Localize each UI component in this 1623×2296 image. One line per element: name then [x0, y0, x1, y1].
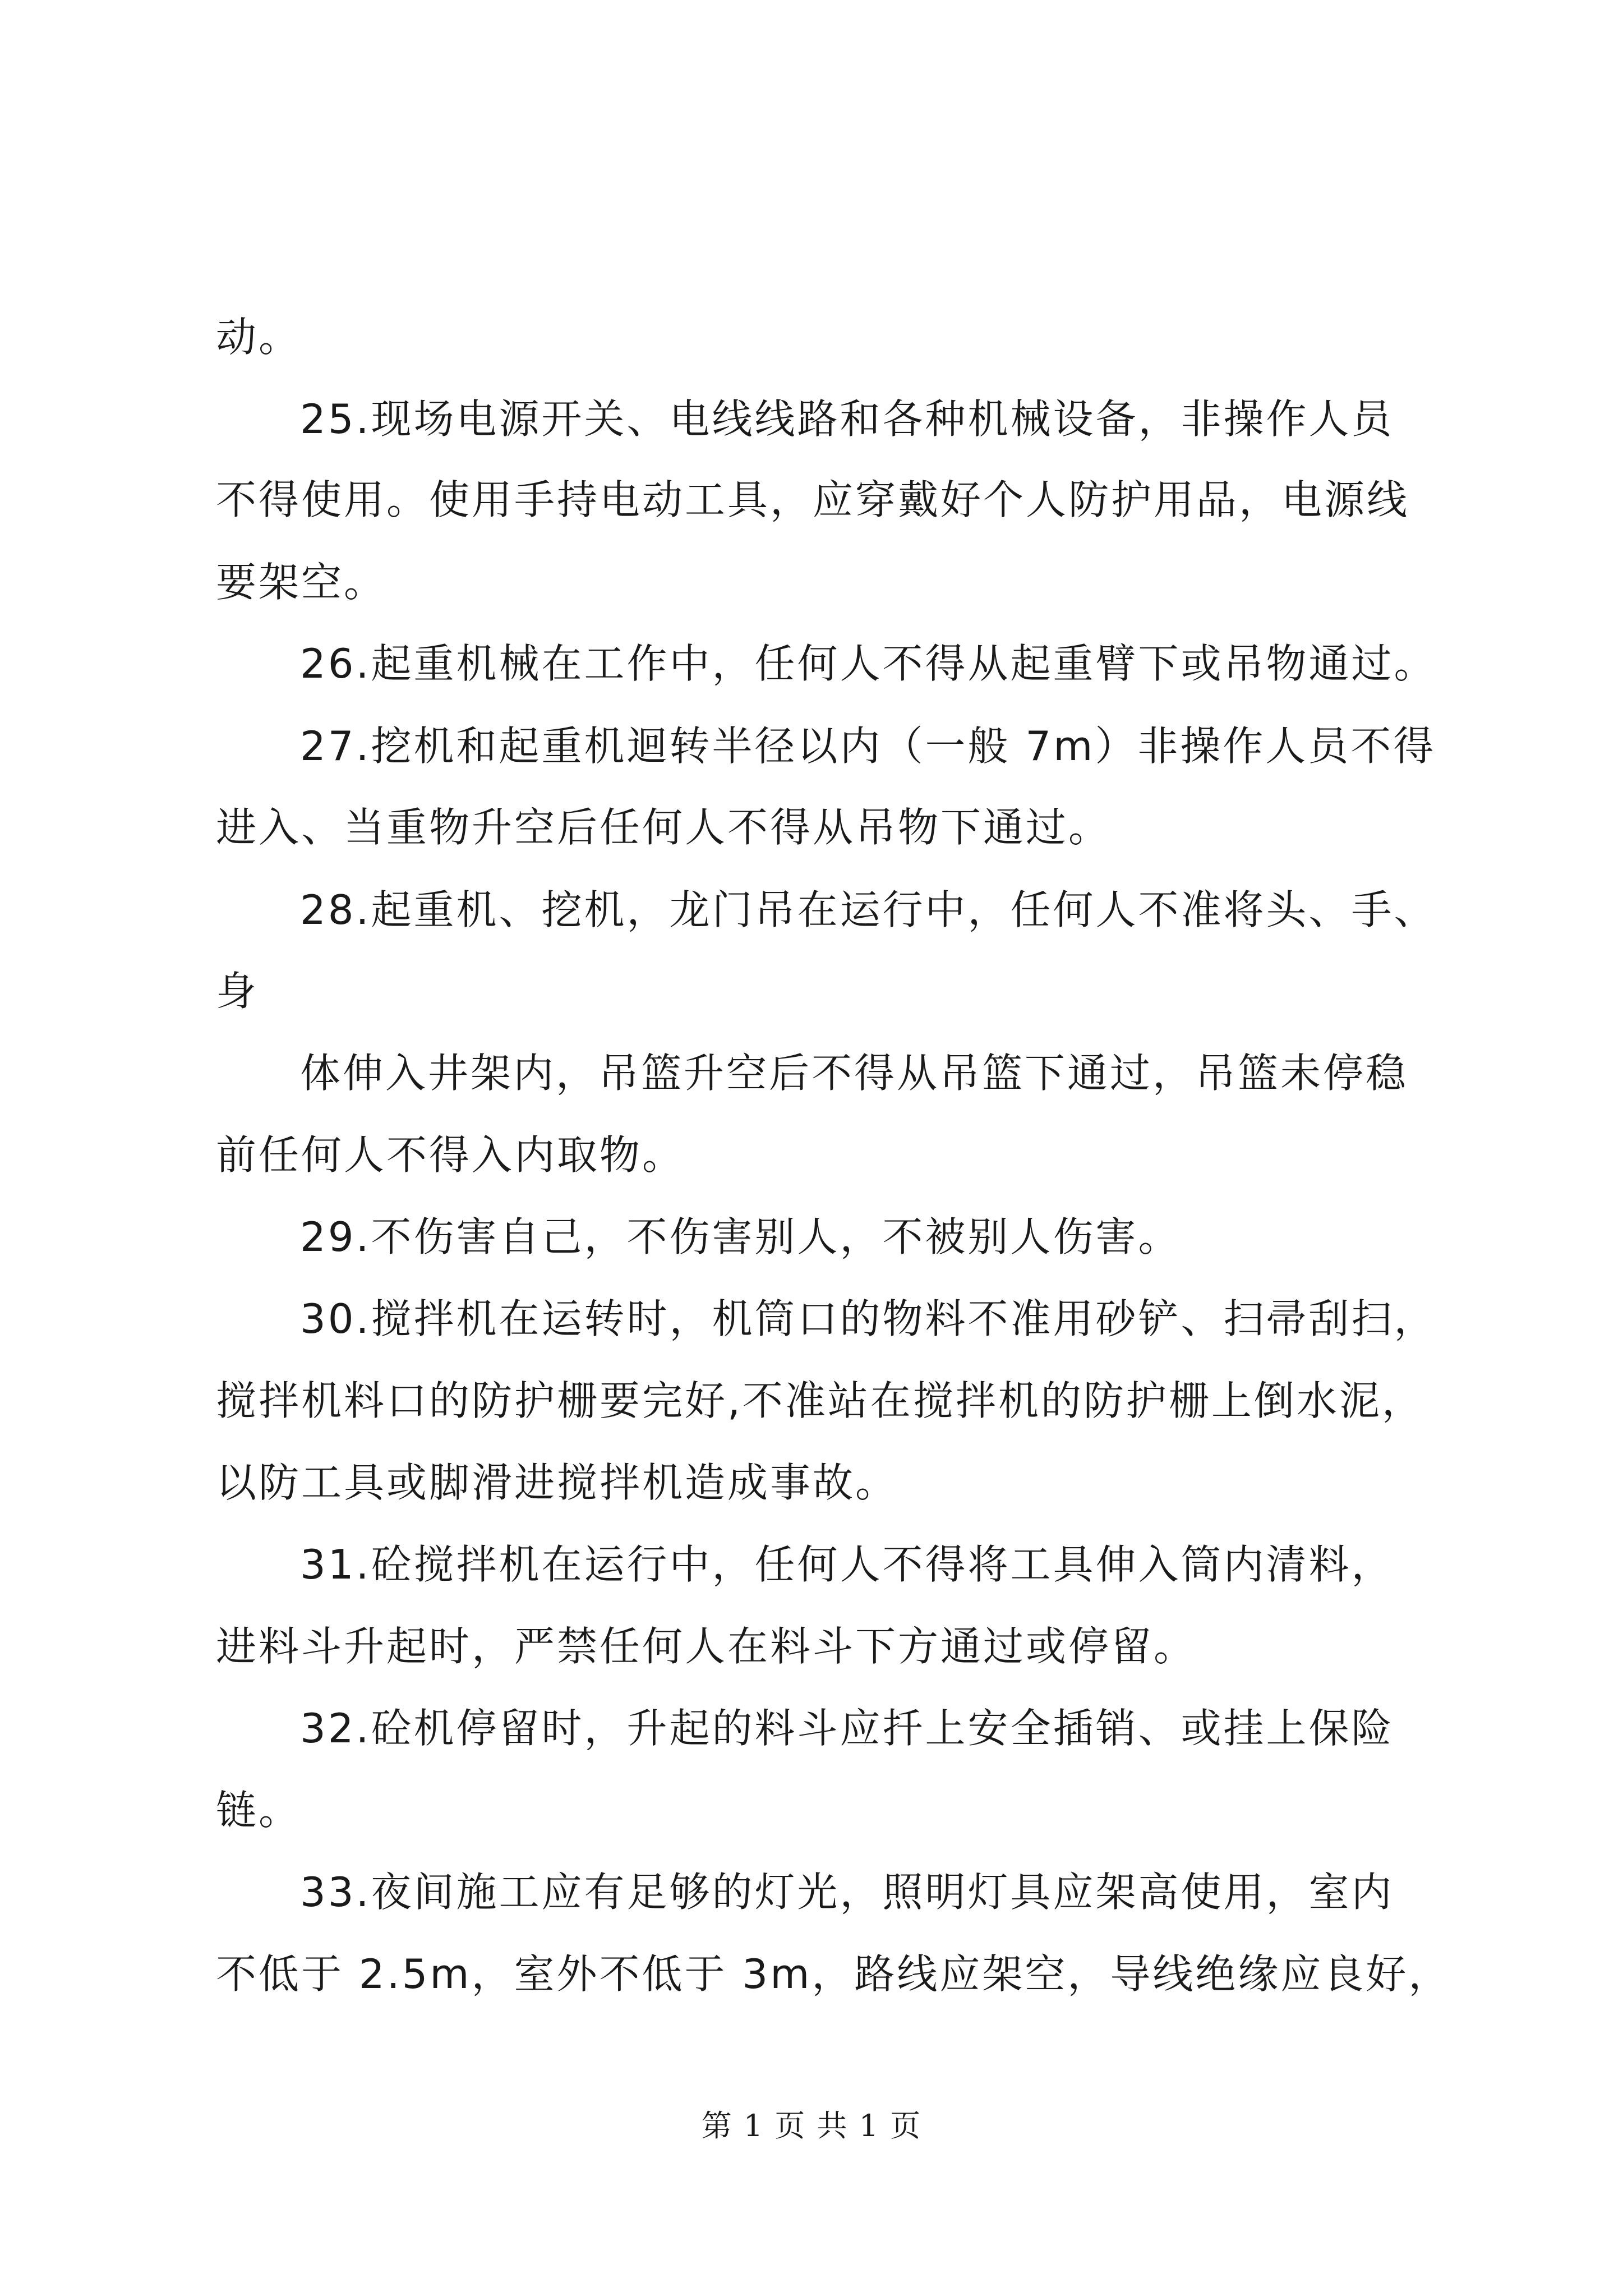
text-line: 28.起重机、挖机，龙门吊在运行中，任何人不准将头、手、: [300, 886, 1437, 933]
text-line: 不低于 2.5m，室外不低于 3m，路线应架空，导线绝缘应良好，: [216, 1950, 1451, 1998]
text-line: 以防工具或脚滑进搅拌机造成事故。: [216, 1459, 898, 1506]
text-line: 前任何人不得入内取物。: [216, 1131, 685, 1179]
text-line: 29.不伤害自己，不伤害别人，不被别人伤害。: [300, 1213, 1181, 1260]
text-line: 33.夜间施工应有足够的灯光，照明灯具应架高使用，室内: [300, 1869, 1394, 1916]
text-line: 体伸入井架内，吊篮升空后不得从吊篮下通过，吊篮未停稳: [300, 1050, 1409, 1097]
text-line: 30.搅拌机在运转时，机筒口的物料不准用砂铲、扫帚刮扫，: [300, 1295, 1437, 1342]
text-line: 动。: [216, 314, 302, 361]
text-line: 进料斗升起时，严禁任何人在料斗下方通过或停留。: [216, 1623, 1197, 1670]
text-line: 26.起重机械在工作中，任何人不得从起重臂下或吊物通过。: [300, 640, 1437, 687]
text-line: 31.砼搅拌机在运行中，任何人不得将工具伸入筒内清料，: [300, 1541, 1394, 1588]
page-number-footer: 第 1 页 共 1 页: [701, 2108, 922, 2143]
text-line: 不得使用。使用手持电动工具，应穿戴好个人防护用品，电源线: [216, 476, 1410, 523]
text-line: 进入、当重物升空后任何人不得从吊物下通过。: [216, 804, 1112, 851]
text-line: 32.砼机停留时，升起的料斗应扦上安全插销、或挂上保险: [300, 1705, 1394, 1752]
text-line: 27.挖机和起重机迴转半径以内（一般 7m）非操作人员不得: [300, 723, 1436, 770]
text-line: 搅拌机料口的防护栅要完好,不准站在搅拌机的防护栅上倒水泥，: [216, 1377, 1424, 1424]
text-line: 25.现场电源开关、电线线路和各种机械设备，非操作人员: [300, 395, 1394, 443]
text-line: 身: [216, 968, 259, 1015]
text-line: 要架空。: [216, 559, 387, 606]
text-line: 链。: [216, 1787, 302, 1834]
